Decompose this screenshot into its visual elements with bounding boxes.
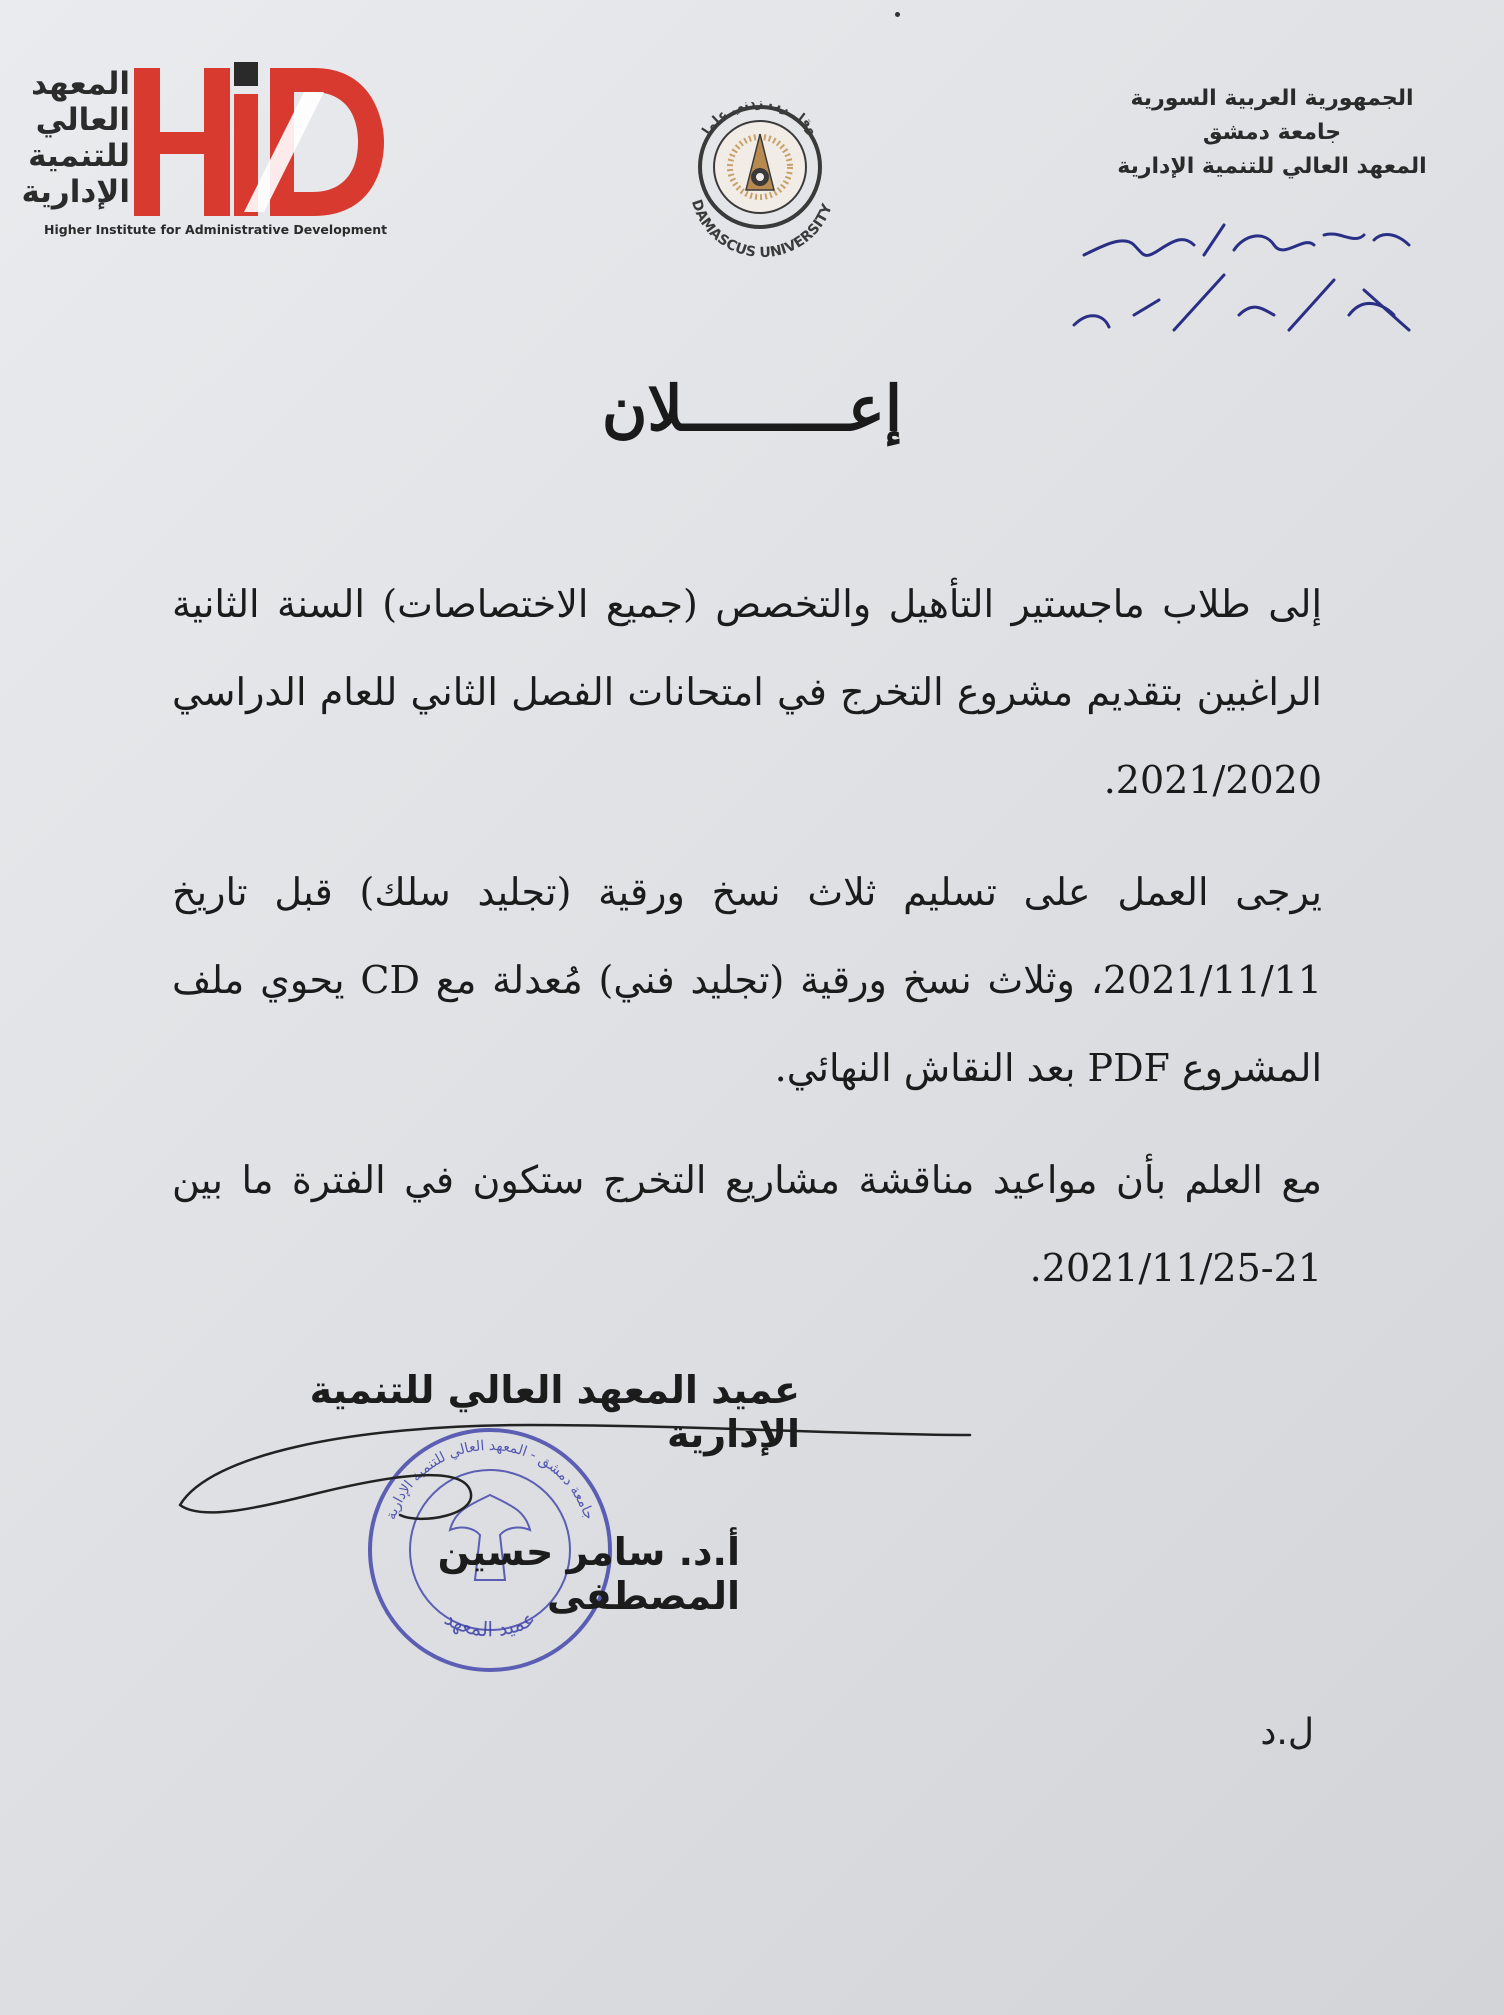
ink-dot <box>895 12 900 17</box>
hid-logo-line-3: للتنمية <box>28 138 130 174</box>
hid-logo-line-4: الإدارية <box>21 174 130 210</box>
announcement-title: إعـــــــــلان <box>601 372 903 445</box>
stamp-bottom-text: عميد المعهد <box>440 1605 540 1642</box>
paragraph-recipients: إلى طلاب ماجستير التأهيل والتخصص (جميع الاختصاصات) السنة الثانية الراغبين بتقديم مشروع التخرج في امتحانات الفصل الثاني للعام الدراسي 2021/2020. <box>172 582 1322 802</box>
reference-initials: ل.د <box>1260 1712 1314 1753</box>
seal-top-text: وقل رب زدني علما <box>699 95 821 138</box>
handwritten-reference <box>1064 215 1424 345</box>
hid-logo-arabic <box>21 66 130 210</box>
hid-logo-mark <box>134 62 388 222</box>
dean-name: أ.د. سامر حسين المصطفى <box>437 1530 740 1618</box>
paragraph-defense-dates: مع العلم بأن مواعيد مناقشة مشاريع التخرج ستكون في الفترة ما بين 21-2021/11/25. <box>172 1158 1322 1290</box>
issuer-line-institute: المعهد العالي للتنمية الإدارية <box>1117 154 1427 179</box>
issuer-line-country: الجمهورية العربية السورية <box>1130 86 1414 111</box>
hid-logo-english: Higher Institute for Administrative Development <box>44 222 388 237</box>
dean-title: عميد المعهد العالي للتنمية الإدارية <box>309 1368 800 1456</box>
issuer-line-university: جامعة دمشق <box>1202 120 1342 145</box>
issuer-block <box>1092 82 1452 184</box>
damascus-university-seal <box>660 72 860 262</box>
hid-logo <box>21 62 388 242</box>
hid-logo-line-1: المعهد <box>31 66 130 102</box>
announcement-body <box>172 560 1322 1336</box>
seal-english-ring: DAMASCUS UNIVERSITY <box>687 197 836 262</box>
paragraph-submission: يرجى العمل على تسليم ثلاث نسخ ورقية (تجليد سلك) قبل تاريخ 2021/11/11، وثلاث نسخ ورقية (تجليد فني) مُعدلة مع CD يحوي ملف المشروع PDF بعد النقاش النهائي. <box>172 870 1322 1090</box>
stamp-ring-text: جامعة دمشق - المعهد العالي للتنمية الإدارية <box>383 1437 597 1522</box>
hid-logo-line-2: العالي <box>35 102 130 138</box>
